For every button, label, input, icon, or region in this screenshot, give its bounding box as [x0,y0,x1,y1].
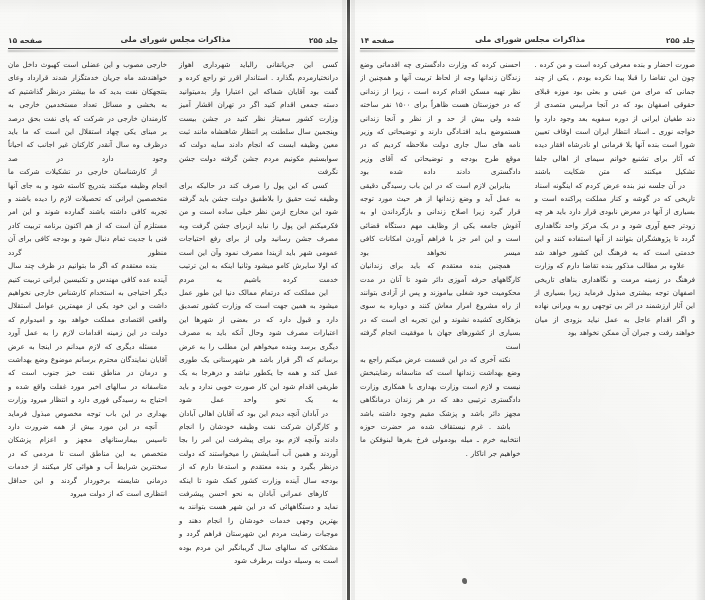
page-left-volume-label: جلد ۲۵۵ [308,35,338,45]
paragraph: نکته آخری که در این قسمت عرض میکنم راجع به وضع بهداشت زندانها است که متاسفانه رضایتبخش نیست و لازم است وزارت بهداری با همکاری وزارت دادگستری ترتیبی دهد که در هر زندان درمانگاهی مجهز دائر باشد و پزشک مقیم وجود داشته باشد [360,354,521,418]
paragraph: بنده معتقدم که اگر ما بتوانیم در ظرف چند سال آینده عده کافی مهندس و تکنیسین ایرانی تربیت کنیم دیگر احتیاجی به استخدام کارشناس خارجی نخواهیم داشت و این خود یکی از مهمترین عوامل استقلال واقعی اقتصادی مملکت خواهد بود و امیدوارم که دولت در این زمینه اقدامات لازم را به عمل آورد [8,261,167,338]
paragraph: آنچه در این مورد بیش از همه ضرورت دارد تاسیس بیمارستانهای مجهز و اعزام پزشکان متخصص به این مناطق است تا مردمی که در سختترین شرایط آب و هوائی کار میکنند از خدمات درمانی شایسته برخوردار گردند و این حداقل انتظاری است که از دولت میرود [8,421,167,498]
paragraph: خارجی مصوب و این عضلی است کهبوث داخل مان خواهندشد ماه جریان خدمتگزار شدند قرارداد وعای بنتجهکان نفت بدید که ما بیشتر درنظر گذاشتیم که به بخشی و مسائل تعداد مستخدمین خارجی به کارمندان خارجی در شرکت که پای نفت بحق درصد بر مبنای یکی چهاد استقلال این است که ما باید درظرف وه سال آنقدر کارکنان غیر اجانب که احیاناً وجود دارد در صد [8,60,167,163]
page-right-column-left [360,58,528,586]
page-right [350,0,705,600]
page-left-header-rule-shadow [8,50,338,52]
paragraph: احسنی کرده که وزارت دادگستری چه اقدماتی وضع زندگان زندانها وجه از لحاظ تربیت آنها و همچنین از نظر تهیه مسکن اقدام کرده است ، زیرا از زندانی که در خوزستان هست ظاهراً برای ۱۵۰۰ نفر ساخته شده ولی بیش از حد و از نظر و آنجا زندانی هستموضع بـاید افتـادگی دارند و توضیحاتی که وزیر نامه های سال جاری دولت ملاحظه کردیم که در موقع طرح بودجه و توضیحاتی که آقای وزیر دادگستری دادند داده شده بود [360,60,521,177]
page-right-volume-label: جلد ۲۵۵ [665,35,695,45]
paragraph: کسی این جریانقانی رالباید شهرداری اهواز درانختیارمردم بگذارد . استاندار اقرر تو راجع کرده و گفت بود آقایان شماکه این اعتبارا واز بدمیتوانید دسته جمعی اقدام کنید اگر در تهران اقشار آمیز وزارت کشور سعیتاز نظر کنید در جشن بیست وپنجمین سال سلطنت پر انتظار شاهنشاه مانند ثبت معین وظیفه ابست که انجام دادند سایه دولت که سوابستیم مکونیم مردم جشن گرفته دولت جشن نگرفت [179,60,338,177]
page-left-columns [8,58,338,586]
paragraph: علاوه بر مطالب مذکور بنده تقاضا دارم که وزارت فرهنگ در زمینه مرمت و نگاهداری بناهای تاریخی اصفهان توجه بیشتری مبذول فرماید زیرا بسیاری از این آثار ارزشمند در اثر بی توجهی رو به ویرانی نهاده و اگر اقدام عاجل به عمل نیاید بزودی از میان خواهند رفت و جبران آن ممکن نخواهد بود [534,261,695,338]
page-left-header-rule [8,48,338,49]
paragraph: این مملکت که درتمام ممالک دنیا این طور عمل میشود به همین جهت است که وزارت کشور تصدیق دارد و قبول دارد که در بعضی از شهرها این اعتبارات مصرف شود وحال آنکه باید به مصرف دیگری برسد وبنده میخواهم این مطلب را به عرض برسانم که اگر قرار باشد هر شهرستانی یک طوری عمل کند و همه جا یکطور نباشد و درهرجا به یک طریقی اقدام شود این کار صورت خوبی ندارد و باید به یک نحو واحد عمل شود [179,287,338,405]
page-right-header-title: مذاکرات مجلس شورای ملی [474,35,586,44]
page-left-header-title: مذاکرات مجلس شورای ملی [120,35,231,44]
paragraph: بنابراین لازم است که در این باب رسیدگی دقیقی به عمل آید و وضع زندانها از هر حیث مورد توجه قرار گیرد زیرا اصلاح زندانی و بازگرداندن او به آغوش جامعه یکی از وظایف مهم دستگاه قضائی است و این امر جز با فراهم آوردن امکانات کافی میسر نخواهد بود [360,180,521,257]
paragraph: باشد . غرم نیستقاف شده مر حضرت حوزه انتخابیه خرم ـ میله بودمولی فرخ بغرها لبنوفکن ما خواهیم جر اناکار . [360,421,521,458]
paragraph: همچنین بنده معتقدم که باید برای زندانیان کارگاههای حرفه آموزی دائر شود تا آنان در مدت محکومیت خود شغلی بیاموزند و پس از آزادی بتوانند از راه مشروع امرار معاش کنند و دوباره به سوی بزهکاری کشیده نشوند و این تجربه ای است که در بسیاری از کشورهای جهان با موفقیت انجام گرفته است [360,261,521,351]
ink-blot [462,578,467,584]
page-left-page-number: صفحه ۱۵ [8,35,43,45]
page-right-header-rule-shadow [360,50,695,52]
page-left [0,0,347,600]
page-left-running-head [8,24,338,46]
paragraph: در آبادان آنچه دیدم این بود که آقایان اهالی آبادان و کارگران شرکت نفت وظیفه خودشان را انجام دادند وآنچه لازم بود برای پیشرفت این امر را بجا آوردند و همین آب آسایشش را میخواستند که دولت درنظر بگیرد و بنده معتقدم و استدعا دارم که از بودجه سال آینده وزارت کشور کمک شود تا اینکه [179,408,338,485]
page-right-header-rule [360,48,695,49]
book-gutter-shadow [347,0,350,600]
paragraph: کارهای عمرانی آبادان به نحو احسن پیشرفت نماید و دستگاههائی که در این شهر هست بتوانند به بهترین وجهی خدمات خودشان را انجام دهند و موجبات رضایت مردم این شهرستان فراهم گردد و مشکلاتی که سالهای سال گریبانگیر این مردم بوده است به وسیله دولت برطرف شود [179,489,338,566]
page-right-column-right [528,58,696,586]
page-right-columns [360,58,695,586]
paragraph: مسئله دیگری که لازم میدانم در اینجا به عرض آقایان نمایندگان محترم برسانم موضوع وضع بهداشت و درمان در مناطق نفت خیز جنوب است که متاسفانه در سالهای اخیر مورد غفلت واقع شده و احتیاج به رسیدگی فوری دارد و انتظار میرود وزارت بهداری در این باب توجه مخصوص مبذول فرماید [8,341,167,418]
page-left-column-right [173,58,338,586]
page-left-column-left [8,58,173,586]
page-right-running-head [360,24,695,46]
page-right-page-number: صفحه ۱۴ [360,35,395,45]
paragraph: در آن جلسه نیز بنده عرض کردم که اینگونه اسناد تاریخی که در گوشه و کنار مملکت پراکنده است و بسیاری از آنها در معرض نابودی قرار دارد باید هر چه زودتر جمع آوری شود و در یک مرکز واحد نگاهداری گردد تا پژوهشگران بتوانند از آنها استفاده کنند و این خدمتی است که به فرهنگ این کشور خواهد شد [534,180,695,257]
paragraph: از کارشناسان خارجی در تشکیلات شرکت ما انجام وظیفه میکنند بتدریج کاسته شود و به جای آنها متخصصین ایرانی که تحصیلات لازم را دیده باشند و تجربه کافی داشته باشند گمارده شوند و این امر مستلزم آن است که از هم اکنون برنامه تربیت کادر فنی با جدیت تمام دنبال شود و بودجه کافی برای آن منظور گردد [8,167,167,257]
paragraph: کسی که این پول را صرف کند در حالیکه برای وظیفه ثبت حقیق را بلاطفیق دولت جشن باید گرفته شود این مخارج ازمن نظر خیلی ساده است و من فکرمیکنم این پول را نباید ازبرای جشن گرفت وبه مصرف جشن رسانید ولی از برای رفع احتیاجات عمومی شهر باید ازیندا مصرف نمود وآن این است که اولا سایرش کامو میشود وثانیا اینکه به این ترتیب خدمت کرده باشیم به مردم [179,180,338,284]
paragraph: صورت احضار و بنده معرفی کرده است و من کرده . چون این تقاضا را قبلا پیدا نکرده بودم ، یکی از چند جمانی که مرای من عینی و بعثی بود موزه قبلای حقوقی اصفهان بود که در آنجا مرابیس متصدی از دند طغیان ایرانی از دوره سفویه بعد وجود دارد وا خواجه نوری ـ اسناد انتظار ایران است اوقاف تعیین شورا است بنده آنها بلا فرمانی او نادرشاه افقار دیده که آثار برای تشنیع خوانم سیمای از اهالی جلفا تشکیل میکنند که متن شکایت باشند [534,60,695,177]
